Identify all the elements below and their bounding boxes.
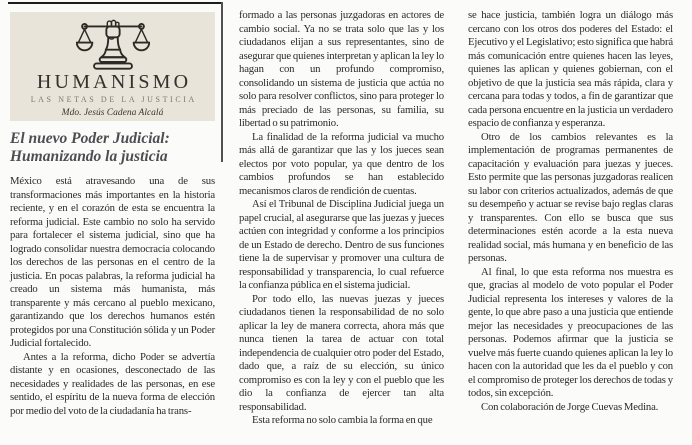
column-middle [239, 8, 444, 445]
masthead-brand-title: HUMANISMO [36, 71, 192, 93]
article-paragraph: Antes a la reforma, dicho Poder se advertía distante y en ocasiones, desconectado de las necesidades y realidades de las personas, en ese sentido, el espíritu de la nueva forma de elección por medio del voto de la ciudadanía ha trans- [10, 350, 215, 417]
column-left-body [10, 175, 215, 418]
headline-line-2: Humanizando la justicia [10, 147, 168, 165]
column-left [10, 8, 215, 445]
column-divider-rule [221, 2, 223, 162]
headline-line-1: El nuevo Poder Judicial: [10, 130, 170, 147]
article-paragraph: se hace justicia, también logra un diálogo más cercano con los otros dos poderes del Estado: el Ejecutivo y el Legislativo; esto significa que habrá más comunicación entre quienes hacen las leyes, quienes las aplican y quienes gobiernan, con el objetivo de que la justicia sea más rápida, clara y cercana para todas y todos, a fin de garantizar que cada persona encuentre en la justicia un verdadero espacio de confianza y esperanza. [468, 9, 673, 129]
article-headline [10, 130, 215, 165]
article-paragraph: Otro de los cambios relevantes es la implementación de programas permanentes de capacitación y evaluación para juezas y jueces. Esto permite que las personas juzgadoras realicen su labor con criterios actualizados, además de que su desempeño y actuar se revise bajo reglas claras y transparentes. Con ello se busca que sus determinaciones estén acorde a la esta nueva realidad social, más humana y en beneficio de las personas. [468, 130, 673, 264]
masthead-card [10, 12, 215, 121]
article-paragraph: Así el Tribunal de Disciplina Judicial juega un papel crucial, al asegurarse que las juezas y jueces actúen con integridad y conforme a los principios de un Estado de derecho. Dentro de sus funciones tiene la de supervisar y promover una cultura de responsabilidad y transparencia, lo cual refuerce la confianza pública en el sistema judicial. [239, 198, 444, 291]
article-paragraph: Esta reforma no solo cambia la forma en que [252, 414, 433, 426]
column-right [468, 8, 673, 445]
article-paragraph: Por todo ello, las nuevas juezas y jueces ciudadanos tienen la responsabilidad de no solo aplicar la ley de manera correcta, ahora más que nunca tienen la tarea de actuar con total independencia de cualquier otro poder del Estado, dado que, a raíz de su elección, su único compromiso es con la ley y con el pueblo que les dio la confianza de ejercer tan alta responsabilidad. [239, 292, 444, 413]
article-paragraph: formado a las personas juzgadoras en actores de cambio social. Ya no se trata solo que las y los ciudadanos elijan a sus representantes, sino de asegurar que quienes interpretan y aplican la ley lo hagan con un profundo compromiso, consolidando un sistema de justicia que actúa no solo para resolver conflictos, sino para proteger lo más preciado de las personas, su familia, su libertad o su patrimonio. [239, 9, 444, 129]
masthead-tagline: LAS NETAS DE LA JUSTICIA [30, 95, 197, 104]
scales-of-justice-fist-icon [76, 16, 150, 71]
article-paragraph: La finalidad de la reforma judicial va mucho más allá de garantizar que las y los jueces sean electos por voto popular, ya que dentro de los cambios profundos se han establecido mecanismos claros de rendición de cuentas. [239, 130, 444, 197]
top-rule [8, 2, 223, 4]
article-paragraph: México está atravesando una de sus transformaciones más importantes en la historia reciente, y en el corazón de esta se encuentra la reforma judicial. Este cambio no solo ha servido para fortalecer el sistema judicial, sino que ha logrado consolidar nuestra democracia colocando los derechos de las personas en el centro de la justicia. En pocas palabras, la reforma judicial ha creado un sistema más humanista, más transparente y más cercano al pueblo mexicano, garantizando que los derechos humanos estén protegidos por una Constitución sólida y un Poder Judicial fortalecido. [10, 175, 215, 349]
article-credit-line: Con colaboración de Jorge Cuevas Medina. [481, 400, 659, 413]
masthead-byline: Mdo. Jesús Cadena Alcalá [61, 108, 164, 118]
article-paragraph: Al final, lo que esta reforma nos muestra es que, gracias al modelo de voto popular el Poder Judicial representa los intereses y valores de la gente, lo que abre paso a una justicia que entiende mejor las necesidades y preocupaciones de las personas. Podemos afirmar que la justicia se vuelve más fuerte cuando quienes aplican la ley lo hacen con la autoridad que les da el pueblo y con el compromiso de proteger los derechos de todas y todos, sin excepción. [468, 265, 673, 399]
